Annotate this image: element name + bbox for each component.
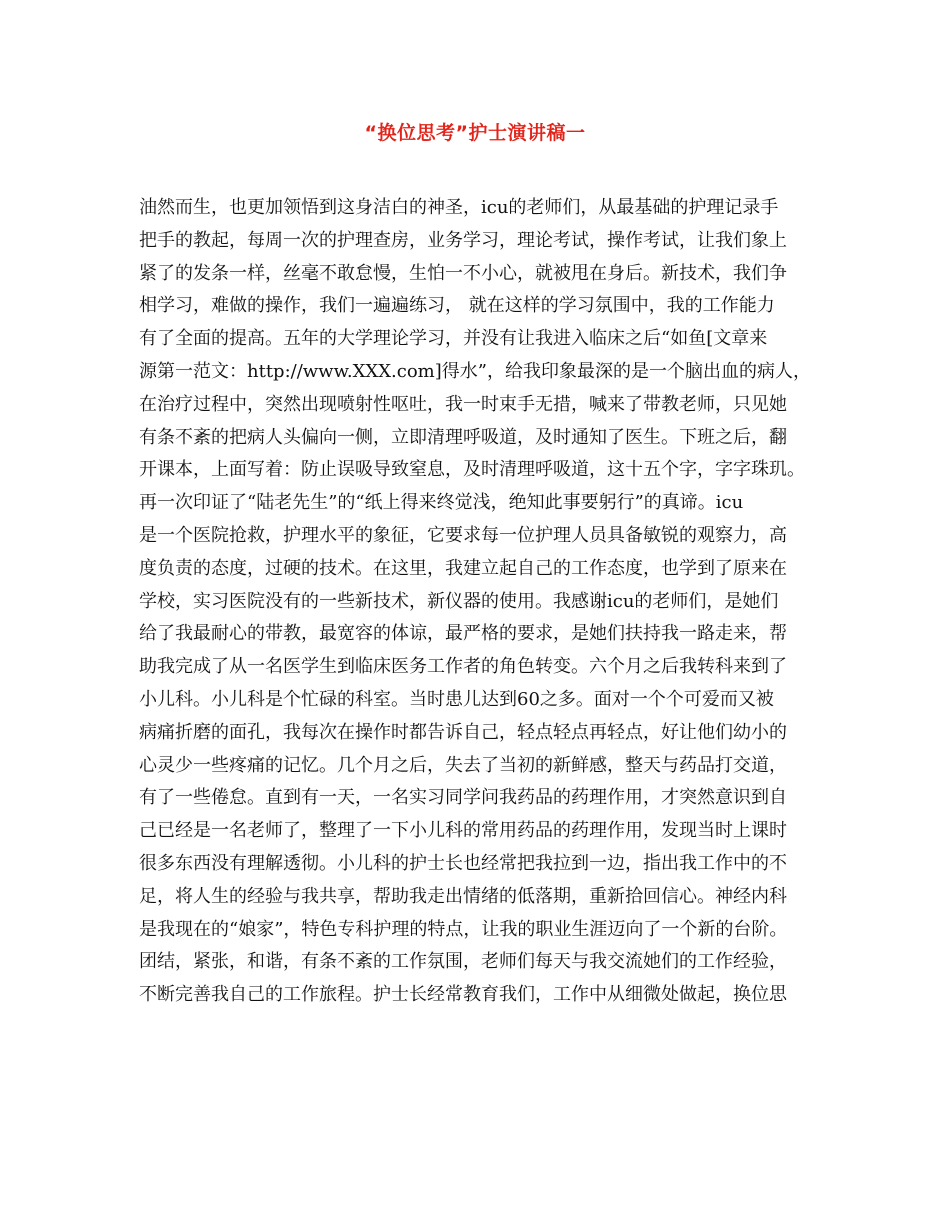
body-line: 度负责的态度，过硬的技术。在这里，我建立起自己的工作态度，也学到了原来在 bbox=[139, 557, 787, 579]
body-line: 学校，实习医院没有的一些新技术，新仪器的使用。我感谢icu的老师们，是她们 bbox=[139, 590, 779, 612]
body-line: 油然而生，也更加领悟到这身洁白的神圣，icu的老师们，从最基础的护理记录手 bbox=[139, 197, 779, 218]
body-line: 把手的教起，每周一次的护理查房，业务学习，理论考试，操作考试，让我们象上 bbox=[139, 229, 787, 251]
body-line: 心灵少一些疼痛的记忆。几个月之后，失去了当初的新鲜感，整天与药品打交道， bbox=[139, 754, 787, 776]
body-line: 己已经是一名老师了，整理了一下小儿科的常用药品的药理作用，发现当时上课时 bbox=[139, 820, 787, 842]
body-line: 足，将人生的经验与我共享，帮助我走出情绪的低落期，重新拾回信心。神经内科 bbox=[139, 885, 787, 907]
body-line: 再一次印证了“陆老先生”的“纸上得来终觉浅，绝知此事要躬行”的真谛。icu bbox=[139, 492, 744, 514]
body-line: 是一个医院抢救，护理水平的象征，它要求每一位护理人员具备敏锐的观察力，高 bbox=[139, 524, 787, 546]
body-line: 紧了的发条一样，丝毫不敢怠慢，生怕一不小心，就被甩在身后。新技术，我们争 bbox=[139, 262, 787, 284]
body-line: 相学习，难做的操作，我们一遍遍练习， 就在这样的学习氛围中，我的工作能力 bbox=[139, 295, 775, 317]
body-line: 小儿科。小儿科是个忙碌的科室。当时患儿达到60之多。面对一个个可爱而又被 bbox=[139, 688, 774, 710]
body-line: 有条不紊的把病人头偏向一侧，立即清理呼吸道，及时通知了医生。下班之后，翻 bbox=[139, 426, 787, 448]
body-line: 有了全面的提高。五年的大学理论学习，并没有让我进入临床之后“如鱼[文章来 bbox=[139, 328, 768, 350]
body-line: 很多东西没有理解透彻。小儿科的护士长也经常把我拉到一边，指出我工作中的不 bbox=[139, 852, 787, 874]
body-line: 是我现在的“娘家”，特色专科护理的特点，让我的职业生涯迈向了一个新的台阶。 bbox=[139, 918, 788, 940]
body-line: 助我完成了从一名医学生到临床医务工作者的角色转变。六个月之后我转科来到了 bbox=[139, 656, 787, 678]
body-line: 不断完善我自己的工作旅程。护士长经常教育我们，工作中从细微处做起，换位思 bbox=[139, 984, 787, 1006]
body-line: 病痛折磨的面孔，我每次在操作时都告诉自己，轻点轻点再轻点，好让他们幼小的 bbox=[139, 721, 787, 743]
document-body bbox=[139, 192, 819, 1012]
body-line: 源第一范文：http://www.XXX.com]得水”，给我印象最深的是一个脑出血的病人， bbox=[139, 360, 811, 382]
body-line: 在治疗过程中，突然出现喷射性呕吐，我一时束手无措，喊来了带教老师，只见她 bbox=[139, 393, 787, 415]
body-line: 给了我最耐心的带教，最宽容的体谅，最严格的要求，是她们扶持我一路走来，帮 bbox=[139, 623, 787, 645]
body-line: 有了一些倦怠。直到有一天，一名实习同学问我药品的药理作用，才突然意识到自 bbox=[139, 787, 787, 809]
document-title: “换位思考”护士演讲稿一 bbox=[364, 122, 586, 144]
body-line: 团结，紧张，和谐，有条不紊的工作氛围，老师们每天与我交流她们的工作经验， bbox=[139, 951, 787, 973]
body-line: 开课本，上面写着：防止误吸导致窒息，及时清理呼吸道，这十五个字，字字珠玑。 bbox=[139, 459, 805, 481]
